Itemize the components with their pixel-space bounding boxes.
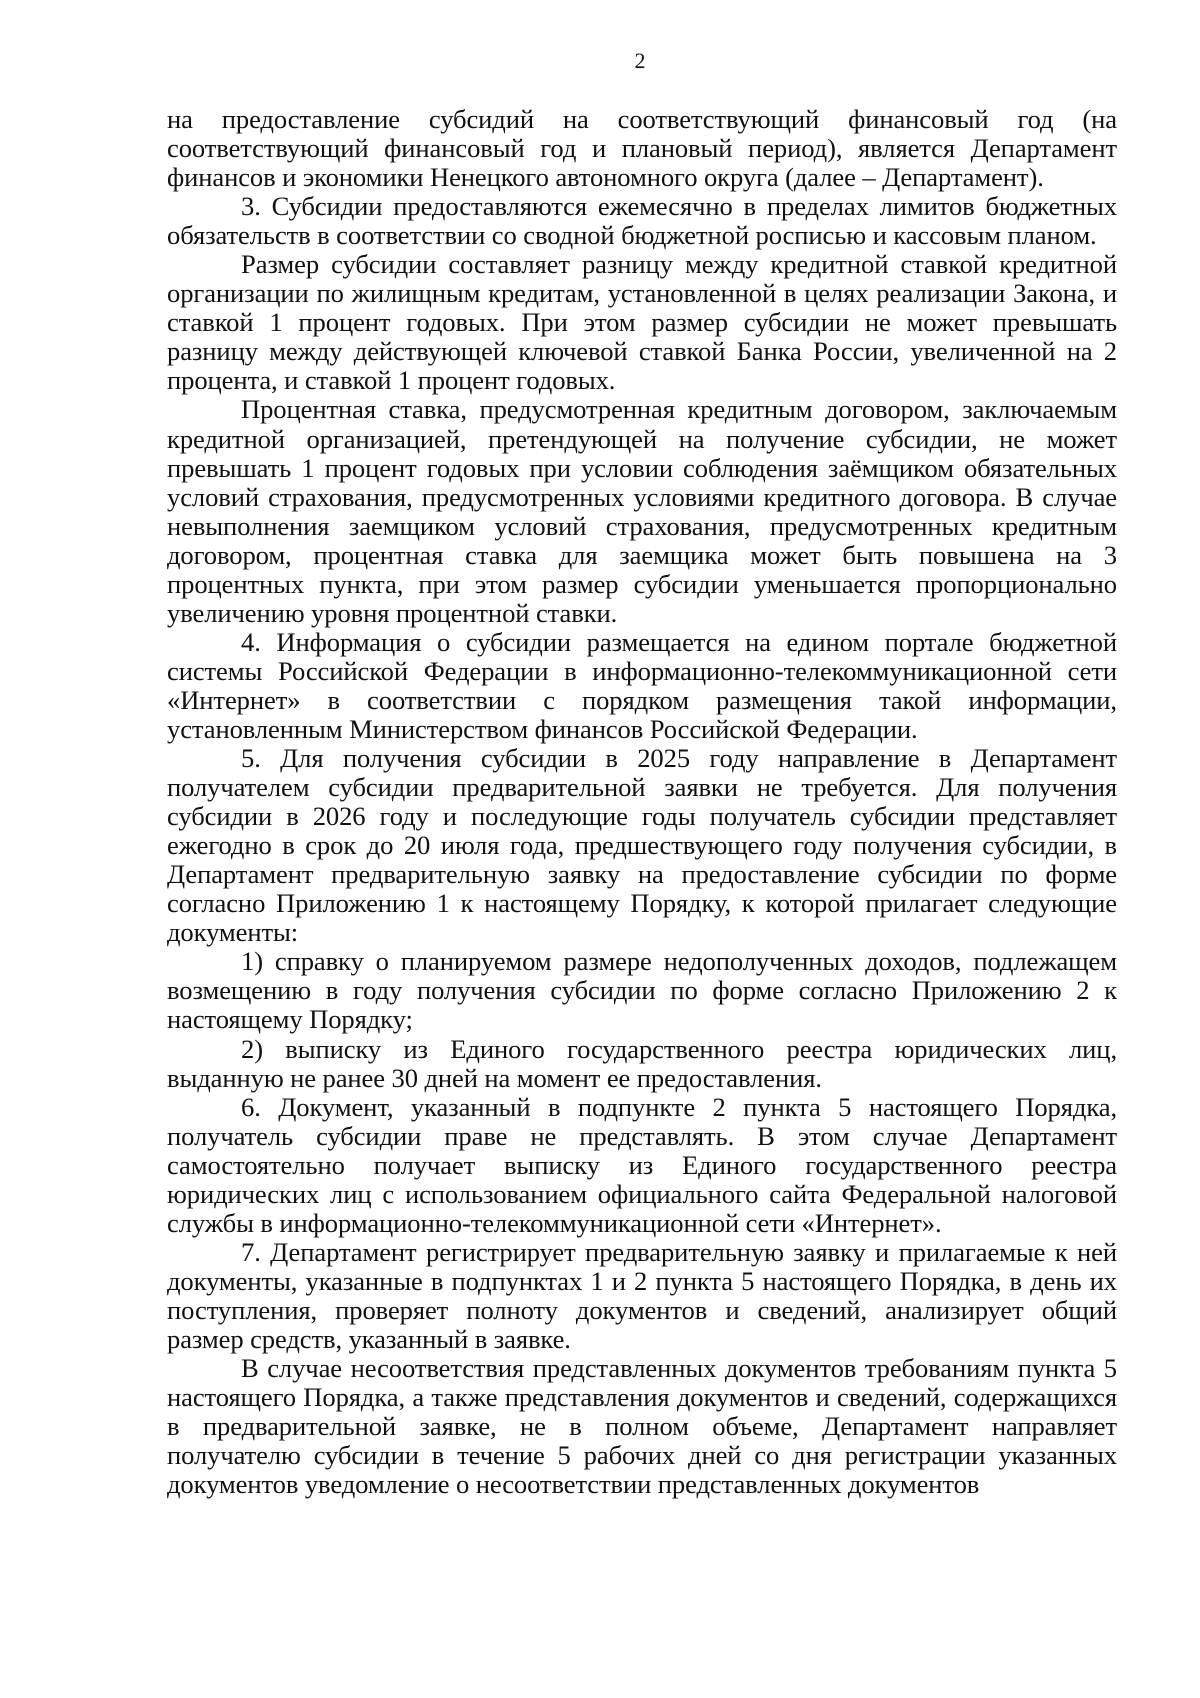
paragraph-subitem-1: 1) справку о планируемом размере недополученных доходов, подлежащем возмещению в году получения субсидии по форме согласно Приложению 2 к настоящему Порядку; bbox=[167, 946, 1117, 1035]
paragraph-subitem-2: 2) выписку из Единого государственного реестра юридических лиц, выданную не ранее 30 дней на момент ее предоставления. bbox=[167, 1033, 1117, 1093]
paragraph-item-7: 7. Департамент регистрирует предварительную заявку и прилагаемые к ней документы, указанные в подпунктах 1 и 2 пункта 5 настоящего Порядка, в день их поступления, проверяет полноту документов и сведений, анализирует общий размер средств, указанный в заявке. bbox=[167, 1236, 1117, 1354]
paragraph-noncompliance: В случае несоответствия представленных документов требованиям пункта 5 настоящего Порядка, а также представления документов и сведений, содержащихся в предварительной заявке, не в полном объеме, Департамент направляет получателю субсидии в течение 5 рабочих дней со дня регистрации указанных документов уведомление о несоответствии представленных документов bbox=[167, 1353, 1117, 1500]
paragraph-item-3: 3. Субсидии предоставляются ежемесячно в пределах лимитов бюджетных обязательств в соответствии со сводной бюджетной росписью и кассовым планом. bbox=[167, 191, 1117, 251]
paragraph-subsidy-size: Размер субсидии составляет разницу между кредитной ставкой кредитной организации по жилищным кредитам, установленной в целях реализации Закона, и ставкой 1 процент годовых. При этом размер субсидии не может превышать разницу между действующей ключевой ставкой Банка России, увеличенной на 2 процента, и ставкой 1 процент годовых. bbox=[167, 249, 1117, 396]
paragraph-continuation: на предоставление субсидий на соответствующий финансовый год (на соответствующий финансовый год и плановый период), является Департамент финансов и экономики Ненецкого автономного округа (далее – Департамент). bbox=[167, 104, 1117, 193]
page-number: 2 bbox=[634, 48, 646, 73]
paragraph-interest-rate: Процентная ставка, предусмотренная кредитным договором, заключаемым кредитной организацией, претендующей на получение субсидии, не может превышать 1 процент годовых при условии соблюдения заёмщиком обязательных условий страхования, предусмотренных условиями кредитного договора. В случае невыполнения заемщиком условий страхования, предусмотренных кредитным договором, процентная ставка для заемщика может быть повышена на 3 процентных пункта, при этом размер субсидии уменьшается пропорционально увеличению уровня процентной ставки. bbox=[167, 394, 1117, 628]
paragraph-item-4: 4. Информация о субсидии размещается на едином портале бюджетной системы Российской Федерации в информационно-телекоммуникационной сети «Интернет» в соответствии с порядком размещения такой информации, установленным Министерством финансов Российской Федерации. bbox=[167, 626, 1117, 744]
paragraph-item-6: 6. Документ, указанный в подпункте 2 пункта 5 настоящего Порядка, получатель субсидии праве не представлять. В этом случае Департамент самостоятельно получает выписку из Единого государственного реестра юридических лиц с использованием официального сайта Федеральной налоговой службы в информационно-телекоммуникационной сети «Интернет». bbox=[167, 1091, 1117, 1238]
paragraph-item-5: 5. Для получения субсидии в 2025 году направление в Департамент получателем субсидии предварительной заявки не требуется. Для получения субсидии в 2026 году и последующие годы получатель субсидии представляет ежегодно в срок до 20 июля года, предшествующего году получения субсидии, в Департамент предварительную заявку на предоставление субсидии по форме согласно Приложению 1 к настоящему Порядку, к которой прилагает следующие документы: bbox=[167, 743, 1117, 948]
document-body bbox=[167, 105, 1117, 1499]
